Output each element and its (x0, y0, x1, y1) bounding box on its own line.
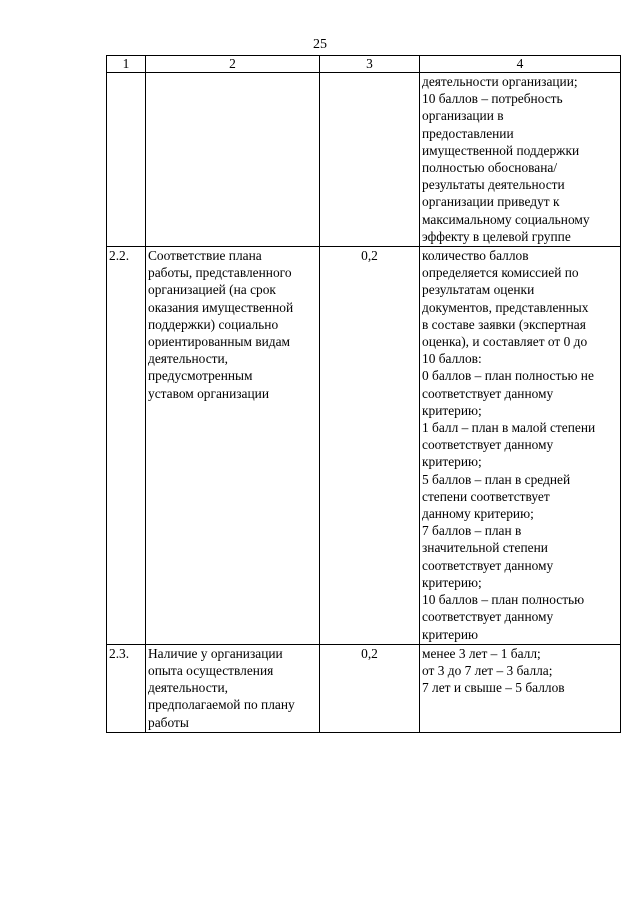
scoring-line: оценка), и составляет от 0 до (422, 334, 588, 350)
criterion-line: предполагаемой по плану (148, 697, 295, 713)
criterion-line: опыта осуществления (148, 662, 274, 678)
scoring-line: критерию; (422, 574, 482, 590)
scoring-line: документов, представленных (422, 299, 589, 315)
criterion-line: предусмотренным (148, 368, 253, 384)
scoring-line: критерию; (422, 402, 482, 418)
criteria-table-body (107, 56, 621, 733)
scoring-line: 1 балл – план в малой степени (422, 420, 596, 436)
scoring-line: соответствует данному (422, 557, 554, 573)
scoring-line: результатам оценки (422, 282, 535, 298)
criterion-line: поддержки) социально (148, 316, 279, 332)
criterion-cell (146, 644, 320, 732)
criterion-line: деятельности, (148, 680, 229, 696)
scoring-line: 7 лет и свыше – 5 баллов (422, 680, 565, 696)
criterion-line: организацией (на срок (148, 282, 276, 298)
criterion-line: уставом организации (148, 385, 269, 401)
scoring-line: 7 баллов – план в (422, 523, 522, 539)
scoring-cell (420, 247, 621, 645)
column-header-2: 2 (146, 56, 320, 73)
scoring-line: определяется комиссией по (422, 265, 579, 281)
criterion-line: работы (148, 714, 189, 730)
table-header-row (107, 56, 621, 73)
criterion-line: Наличие у организации (148, 645, 283, 661)
scoring-line: соответствует данному (422, 437, 554, 453)
row-number: 2.3. (107, 644, 146, 732)
weight-cell (320, 73, 420, 247)
scoring-line: менее 3 лет – 1 балл; (422, 645, 541, 661)
criteria-table (106, 55, 621, 733)
scoring-line: 5 баллов – план в средней (422, 471, 571, 487)
column-header-4: 4 (420, 56, 621, 73)
scoring-line: 10 баллов: (422, 351, 482, 367)
scoring-line: 10 баллов – план полностью (422, 592, 585, 608)
scoring-line: в составе заявки (экспертная (422, 316, 586, 332)
criterion-cell (146, 247, 320, 645)
column-header-1: 1 (107, 56, 146, 73)
scoring-line: максимальному социальному (422, 211, 590, 227)
scoring-line: 0 баллов – план полностью не (422, 368, 594, 384)
scoring-line: организации приведут к (422, 194, 560, 210)
scoring-line: 10 баллов – потребность (422, 91, 563, 107)
scoring-line: от 3 до 7 лет – 3 балла; (422, 662, 553, 678)
criterion-line: оказания имущественной (148, 299, 294, 315)
scoring-line: деятельности организации; (422, 74, 578, 89)
scoring-line: предоставлении (422, 125, 514, 141)
scoring-line: эффекту в целевой группе (422, 228, 571, 244)
scoring-line: организации в (422, 108, 504, 124)
table-row (107, 644, 621, 732)
row-number (107, 73, 146, 247)
scoring-cell (420, 644, 621, 732)
row-number: 2.2. (107, 247, 146, 645)
scoring-line: степени соответствует (422, 488, 550, 504)
scoring-line: данному критерию; (422, 506, 534, 522)
scoring-line: полностью обоснована/ (422, 160, 558, 176)
criterion-line: Соответствие плана (148, 248, 262, 264)
weight-cell: 0,2 (320, 644, 420, 732)
scoring-line: имущественной поддержки (422, 142, 580, 158)
scoring-line: критерию (422, 626, 479, 642)
weight-cell: 0,2 (320, 247, 420, 645)
criterion-line: деятельности, (148, 351, 229, 367)
table-row (107, 73, 621, 247)
table-row (107, 247, 621, 645)
scoring-line: критерию; (422, 454, 482, 470)
scoring-line: количество баллов (422, 248, 529, 264)
column-header-3: 3 (320, 56, 420, 73)
page-number: 25 (313, 37, 327, 52)
criterion-line: работы, представленного (148, 265, 292, 281)
criterion-cell (146, 73, 320, 247)
criterion-line: ориентированным видам (148, 334, 291, 350)
scoring-line: результаты деятельности (422, 177, 565, 193)
scoring-cell (420, 73, 621, 247)
scoring-line: соответствует данному (422, 385, 554, 401)
scoring-line: соответствует данному (422, 609, 554, 625)
scoring-line: значительной степени (422, 540, 548, 556)
